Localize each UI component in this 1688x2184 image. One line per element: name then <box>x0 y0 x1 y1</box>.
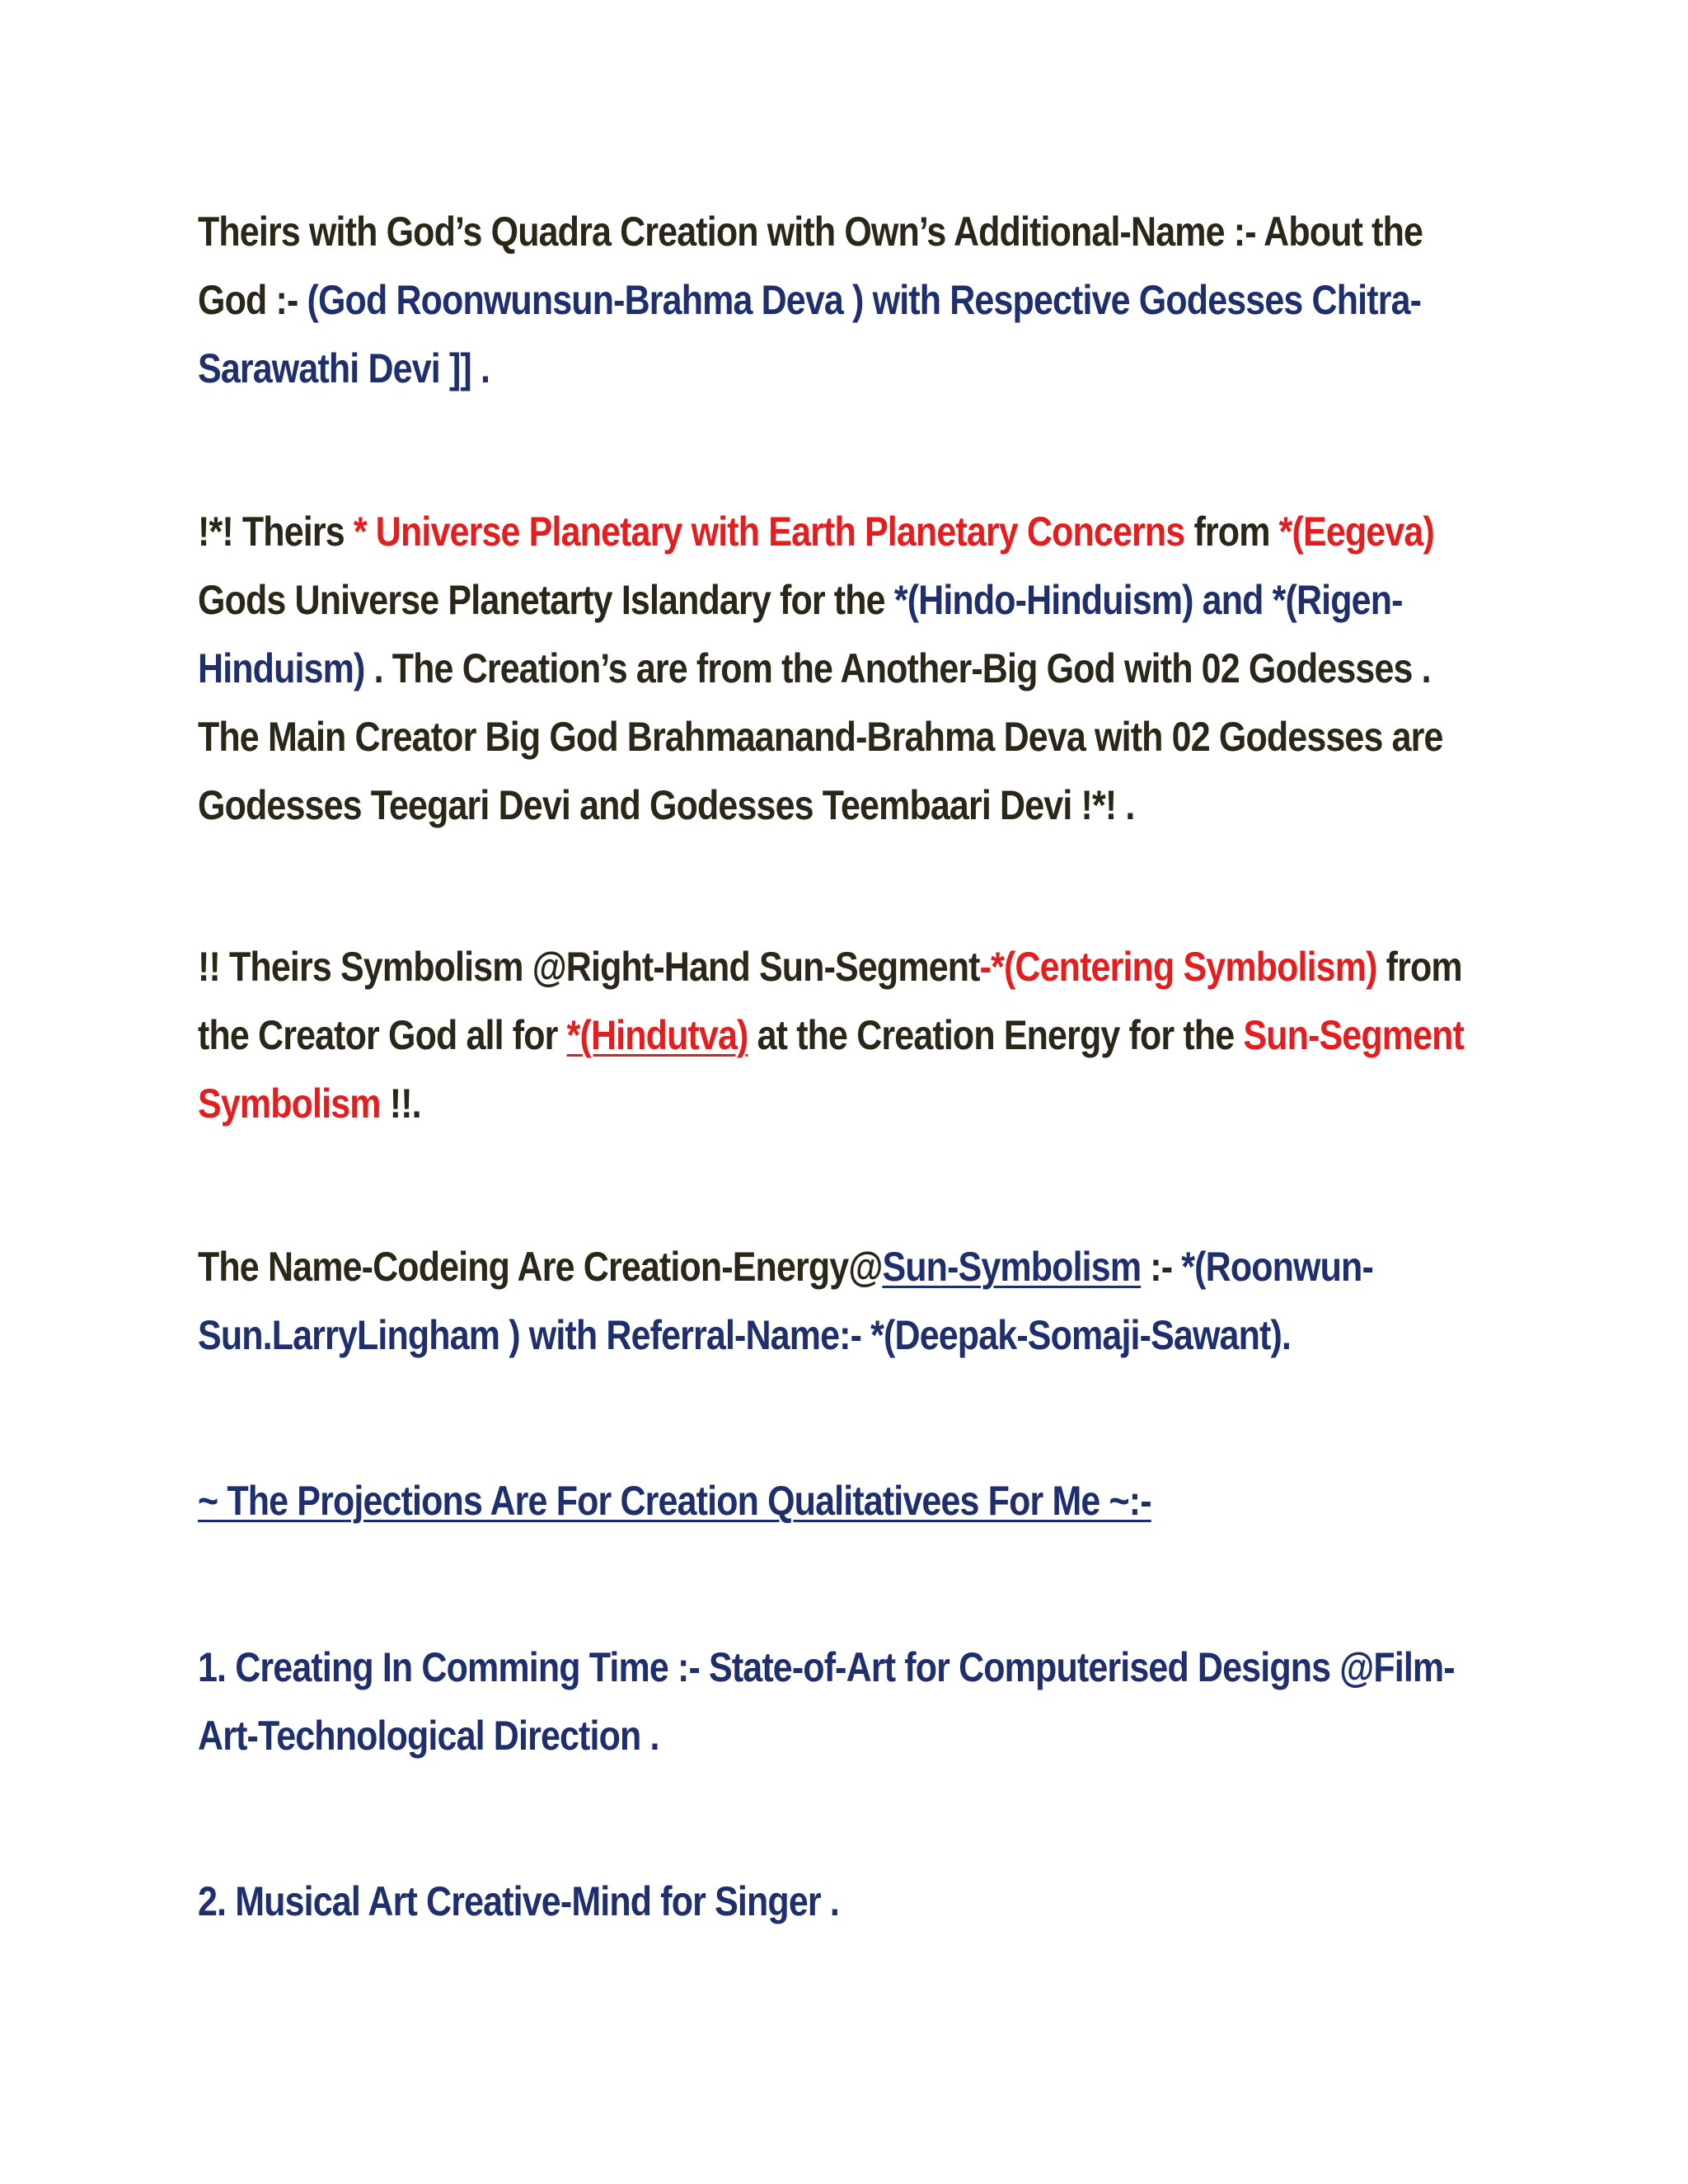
text-segment: 2. Musical Art Creative-Mind for Singer . <box>198 1878 839 1924</box>
text-segment: The Name-Codeing Are Creation-Energy@ <box>198 1244 883 1290</box>
text-segment: from the Creator God all for <box>198 944 1462 1058</box>
text-segment: 1. Creating In Comming Time :- State-of-Art for Computerised Designs @Film-Art-Technological Direction . <box>198 1644 1455 1759</box>
text-segment: *(Roonwun-Sun.LarryLingham ) with Referral-Name:- *(Deepak-Somaji-Sawant). <box>198 1244 1373 1358</box>
sun-symbolism-link[interactable]: Sun-Symbolism <box>882 1244 1142 1290</box>
text-segment: * Universe Planetary with Earth Planetary Concerns <box>353 509 1185 555</box>
list-item-2 <box>198 1868 839 1936</box>
text-segment: *(Hindo-Hinduism) and *(Rigen-Hinduism) <box>198 577 1403 691</box>
paragraph-name-codeing <box>198 1233 1500 1370</box>
text-segment: -*(Centering Symbolism) <box>979 944 1377 990</box>
hindutva-link[interactable]: *(Hindutva) <box>566 1012 748 1058</box>
text-segment: Sun-Segment Symbolism <box>198 1012 1465 1127</box>
paragraph-symbolism <box>198 933 1500 1138</box>
text-segment: Theirs with God’s Quadra Creation with Own’s Additional-Name :- About the God :- <box>198 209 1423 323</box>
text-segment: at the Creation Energy for the <box>748 1012 1244 1058</box>
text-segment: . The Creation’s are from the Another-Big God with 02 Godesses . The Main Creator Big God Brahmaanand-Brahma Deva with 02 Godesses are Godesses Teegari Devi and Godesses Teembaari Devi !*! . <box>198 645 1443 828</box>
text-segment: Gods Universe Planetarty Islandary for the <box>198 577 894 623</box>
list-item-1 <box>198 1633 1500 1770</box>
heading-projections <box>198 1467 1151 1535</box>
text-segment: (God Roonwunsun-Brahma Deva ) with Respective Godesses Chitra-Sarawathi Devi ]] . <box>198 277 1422 391</box>
text-segment: !! Theirs Symbolism @Right-Hand Sun-Segment <box>198 944 980 990</box>
paragraph-god-quadra-creation <box>198 198 1500 403</box>
text-segment: !*! Theirs <box>198 509 354 555</box>
paragraph-universe-planetary <box>198 498 1500 840</box>
text-segment: *(Eegeva) <box>1278 509 1434 555</box>
text-segment: :- <box>1141 1244 1182 1290</box>
text-segment: from <box>1184 509 1279 555</box>
projections-heading-link[interactable]: ~ The Projections Are For Creation Qualitativees For Me ~:- <box>198 1478 1151 1524</box>
text-segment: !!. <box>380 1080 421 1127</box>
